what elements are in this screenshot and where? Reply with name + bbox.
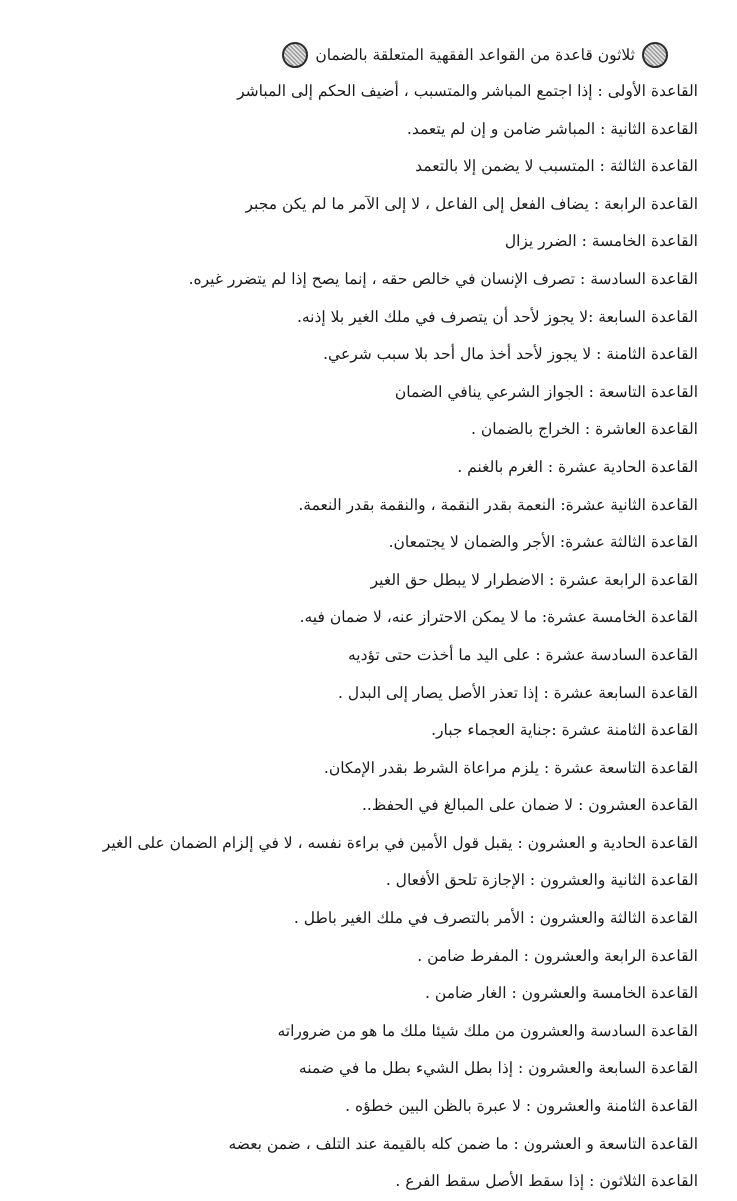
rule-item: [98, 938, 698, 976]
rule-text: الأجر والضمان لا يجتمعان.: [388, 533, 555, 552]
rule-item: [98, 148, 698, 186]
rule-label: القاعدة الحادية عشرة: [558, 457, 698, 476]
rule-text: الغرم بالغنم .: [457, 457, 543, 476]
rule-separator: :: [555, 533, 566, 552]
rule-text: الغار ضامن .: [425, 984, 507, 1003]
rule-separator: :: [588, 194, 604, 213]
rule-item: [98, 1013, 698, 1051]
rule-label: القاعدة التاسعة و العشرون: [523, 1134, 698, 1153]
title-text: ثلاثون قاعدة من القواعد الفقهية المتعلقة بالضمان: [315, 45, 635, 64]
rule-item: [98, 637, 698, 675]
rule-text: إذا بطل الشيء بطل ما في ضمنه: [298, 1059, 514, 1078]
rule-label: القاعدة الثالثة والعشرون: [539, 909, 698, 928]
rule-label: القاعدة الأولى: [607, 82, 698, 100]
rule-label: القاعدة التاسعة عشرة: [554, 758, 698, 777]
rule-text: من ملك شيئا ملك ما هو من ضروراته: [277, 1021, 516, 1040]
rule-separator: :: [536, 608, 548, 627]
rule-label: القاعدة الثانية عشرة: [565, 495, 698, 514]
rule-item: [98, 186, 698, 224]
rule-separator: :: [506, 984, 522, 1003]
rule-text: لا يجوز لأحد أخذ مال أحد بلا سبب شرعي.: [323, 345, 592, 364]
rule-text: إذا سقط الأصل سقط الفرع .: [395, 1172, 585, 1191]
rule-label: القاعدة الثانية: [610, 119, 698, 138]
rule-label: القاعدة التاسعة: [598, 382, 698, 401]
rule-label: القاعدة السادسة: [590, 269, 698, 288]
rule-item: [98, 524, 698, 562]
rule-text: الخراج بالضمان .: [471, 420, 580, 439]
rule-item: [98, 562, 698, 600]
rule-separator: :: [544, 570, 560, 589]
rule-label: القاعدة الرابعة: [603, 194, 698, 213]
rule-separator: :: [524, 909, 540, 928]
rule-label: القاعدة الخامسة والعشرون: [521, 984, 698, 1003]
rule-text: يقبل قول الأمين في براءة نفسه ، لا في إلزام الضمان على الغير: [102, 833, 513, 852]
rule-text: إذا تعذر الأصل يصار إلى البدل .: [338, 683, 539, 702]
hatched-circle-icon: [282, 42, 308, 68]
rule-item: [98, 675, 698, 713]
rule-item: [98, 750, 698, 788]
rule-text: الأمر بالتصرف في ملك الغير باطل .: [293, 909, 525, 928]
rule-item: [98, 449, 698, 487]
rule-separator: :: [521, 1097, 537, 1116]
rule-text: ما ضمن كله بالقيمة عند التلف ، ضمن بعضه: [228, 1134, 509, 1153]
rule-separator: :: [525, 871, 541, 890]
rule-label: القاعدة الحادية و العشرون: [527, 833, 698, 852]
rule-separator: :: [555, 495, 566, 514]
rule-label: القاعدة الثلاثون: [599, 1172, 698, 1191]
rule-item: [98, 599, 698, 637]
rule-separator: :: [580, 420, 596, 439]
rule-item: [98, 975, 698, 1013]
rule-separator: :: [538, 683, 554, 702]
rule-text: المفرط ضامن .: [417, 946, 519, 965]
rule-label: القاعدة الثامنة: [606, 345, 698, 364]
rule-item: [98, 1163, 698, 1201]
document-title: [98, 36, 668, 73]
rule-item: [98, 261, 698, 299]
rule-label: القاعدة السادسة عشرة: [545, 645, 698, 664]
rule-text: جناية العجماء جبار.: [431, 721, 552, 740]
rule-separator: :: [518, 946, 534, 965]
rule-separator: :: [591, 345, 607, 364]
rule-separator: :: [539, 758, 555, 777]
rule-separator: :: [595, 119, 611, 138]
rule-text: ما لا يمكن الاحتراز عنه، لا ضمان فيه.: [299, 608, 537, 627]
rules-list: [98, 73, 698, 1201]
rule-separator: :: [584, 1172, 600, 1191]
rule-text: الإجازة تلحق الأفعال .: [385, 871, 525, 890]
rule-separator: :: [508, 1134, 524, 1153]
rule-label: القاعدة الثانية والعشرون: [540, 871, 698, 890]
rule-label: القاعدة السابعة: [598, 307, 698, 326]
rule-label: القاعدة العشرون: [588, 796, 698, 815]
rule-separator: :: [576, 232, 592, 251]
rule-separator: :: [588, 307, 599, 326]
rule-item: [98, 111, 698, 149]
rule-separator: :: [573, 796, 589, 815]
rule-item: [98, 374, 698, 412]
rule-text: يلزم مراعاة الشرط بقدر الإمكان.: [323, 758, 540, 777]
rule-item: [98, 411, 698, 449]
rule-label: القاعدة الثامنة عشرة: [561, 721, 698, 740]
rule-item: [98, 900, 698, 938]
rule-item: [98, 73, 698, 111]
rule-separator: :: [594, 157, 610, 176]
rule-text: الاضطرار لا يبطل حق الغير: [370, 570, 545, 589]
rule-item: [98, 336, 698, 374]
rule-item: [98, 787, 698, 825]
rule-item: [98, 223, 698, 261]
rule-label: القاعدة الثالثة: [609, 157, 698, 176]
rule-label: القاعدة الثامنة والعشرون: [536, 1097, 698, 1116]
rule-separator: :: [592, 82, 608, 100]
rule-separator: :: [575, 269, 591, 288]
rule-label: القاعدة الخامسة عشرة: [547, 608, 698, 627]
rule-separator: :: [513, 1059, 529, 1078]
rule-item: [98, 1126, 698, 1164]
hatched-circle-icon: [642, 42, 668, 68]
rule-separator: :: [512, 833, 528, 852]
rule-separator: :: [542, 457, 559, 476]
rule-text: النعمة بقدر النقمة ، والنقمة بقدر النعمة.: [298, 495, 556, 514]
rule-text: تصرف الإنسان في خالص حقه ، إنما يصح إذا لم يتضرر غيره.: [188, 269, 576, 288]
rule-text: لا يجوز لأحد أن يتصرف في ملك الغير بلا إذنه.: [296, 307, 589, 326]
rule-label: القاعدة الثالثة عشرة: [565, 533, 698, 552]
rule-label: القاعدة الرابعة والعشرون: [533, 946, 698, 965]
rule-text: الجواز الشرعي ينافي الضمان: [394, 382, 584, 401]
rule-text: المتسبب لا يضمن إلا بالتعمد: [415, 157, 595, 176]
rule-label: القاعدة الرابعة عشرة: [559, 570, 698, 589]
rule-label: القاعدة السادسة والعشرون: [520, 1021, 698, 1040]
rule-label: القاعدة السابعة والعشرون: [528, 1059, 698, 1078]
rule-label: القاعدة العاشرة: [595, 420, 698, 439]
rule-text: لا ضمان على المبالغ في الحفظ..: [362, 796, 574, 815]
rule-label: القاعدة الخامسة: [591, 232, 698, 251]
rule-item: [98, 487, 698, 525]
rule-item: [98, 862, 698, 900]
rule-item: [98, 299, 698, 337]
rule-item: [98, 1088, 698, 1126]
rule-item: [98, 825, 698, 863]
rule-separator: :: [583, 382, 599, 401]
rule-item: [98, 1050, 698, 1088]
rule-text: الضرر يزال: [504, 232, 577, 251]
rule-item: [98, 712, 698, 750]
document-page: [98, 36, 698, 1201]
rule-separator: :: [551, 721, 562, 740]
rule-label: القاعدة السابعة عشرة: [553, 683, 698, 702]
rule-text: يضاف الفعل إلى الفاعل ، لا إلى الآمر ما لم يكن مجبر: [245, 194, 589, 213]
rule-separator: :: [530, 645, 546, 664]
rule-text: إذا اجتمع المباشر والمتسبب ، أضيف الحكم إلى المباشر: [237, 82, 593, 100]
rule-text: المباشر ضامن و إن لم يتعمد.: [406, 119, 596, 138]
rule-text: لا عبرة بالظن البين خطؤه .: [345, 1097, 521, 1116]
rule-text: على اليد ما أخذت حتى تؤديه: [347, 645, 531, 664]
